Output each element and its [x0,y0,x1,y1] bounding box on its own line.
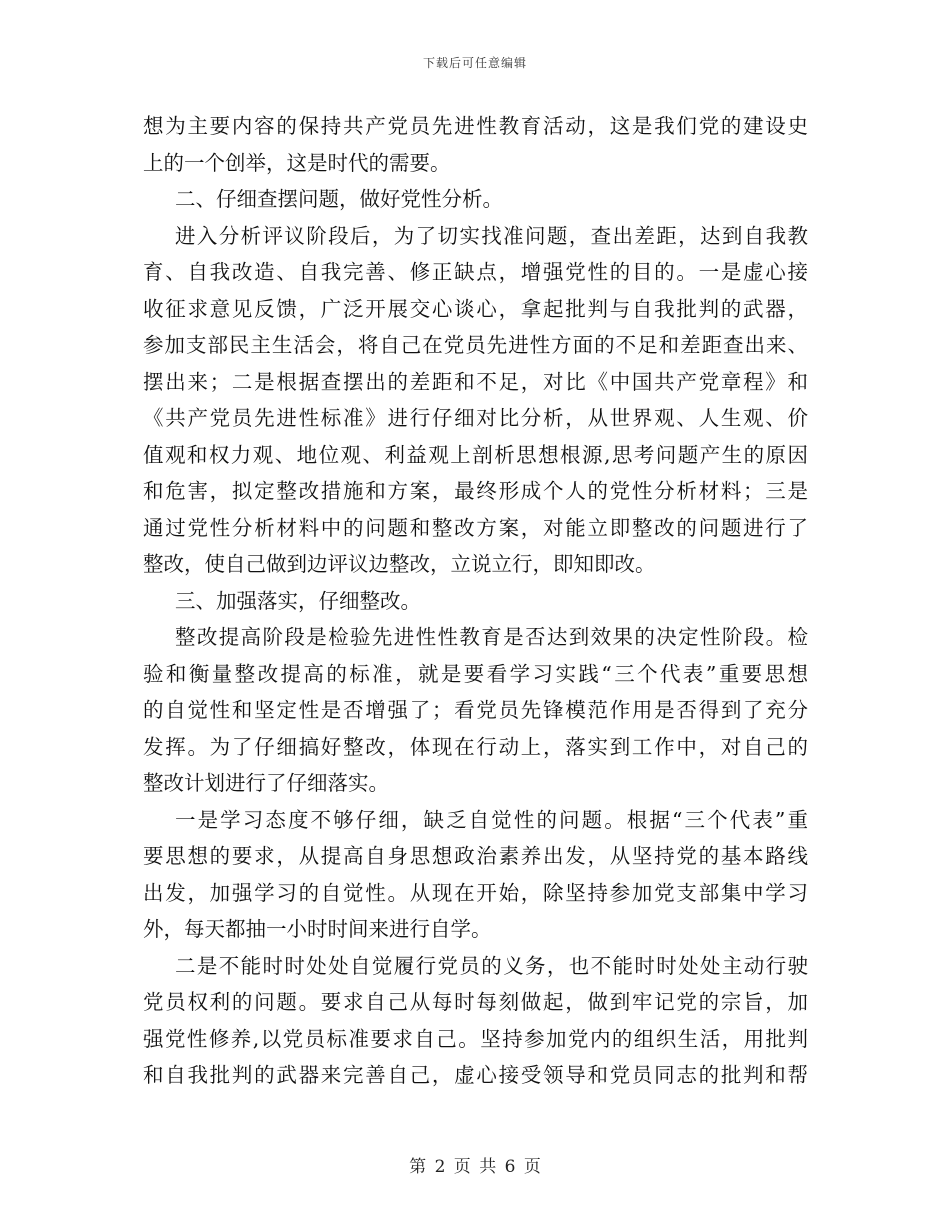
body-line: 参加支部民主生活会，将自己在党员先进性方面的不足和差距查出来、 [143,333,808,357]
body-line: 二是不能时时处处自觉履行党员的义务，也不能时时处处主动行驶 [175,953,808,978]
body-line: 育、自我改造、自我完善、修正缺点，增强党性的目的。一是虚心接 [143,260,808,284]
body-line: 和自我批判的武器来完善自己，虚心接受领导和党员同志的批判和帮 [143,1063,808,1087]
body-line: 进入分析评议阶段后，为了切实找准问题，查出差距，达到自我教 [175,223,808,248]
body-line: 整改计划进行了仔细落实。 [143,771,389,795]
body-line: 《共产党员先进性标准》进行仔细对比分析，从世界观、人生观、价 [143,406,808,430]
body-line: 摆出来；二是根据查摆出的差距和不足，对比《中国共产党章程》和 [143,369,808,394]
body-line: 值观和权力观、地位观、利益观上剖析思想根源,思考问题产生的原因 [143,442,808,467]
page-header: 下载后可任意编辑 [422,56,527,70]
body-line: 发挥。为了仔细搞好整改，体现在行动上，落实到工作中，对自己的 [143,734,808,759]
body-line: 收征求意见反馈，广泛开展交心谈心，拿起批判与自我批判的武器， [143,296,808,321]
body-line: 外，每天都抽一小时时间来进行自学。 [143,917,492,941]
document-body [143,108,808,1094]
section-heading: 三、加强落实，仔细整改。 [175,588,421,613]
body-line: 通过党性分析材料中的问题和整改方案，对能立即整改的问题进行了 [143,515,808,540]
body-line: 一是学习态度不够仔细，缺乏自觉性的问题。根据“三个代表”重 [175,807,808,832]
body-line: 上的一个创举，这是时代的需要。 [143,150,451,175]
body-line: 强党性修养,以党员标准要求自己。坚持参加党内的组织生活，用批判 [143,1026,808,1051]
body-line: 整改提高阶段是检验先进性性教育是否达到效果的决定性阶段。检 [175,625,808,649]
body-line: 党员权利的问题。要求自己从每时每刻做起，做到牢记党的宗旨，加 [143,990,808,1014]
body-line: 的自觉性和坚定性是否增强了；看党员先锋模范作用是否得到了充分 [143,698,808,722]
body-line: 出发，加强学习的自觉性。从现在开始，除坚持参加党支部集中学习 [143,880,808,905]
body-line: 和危害，拟定整改措施和方案，最终形成个人的党性分析材料；三是 [143,479,808,503]
section-heading: 二、仔细查摆问题，做好党性分析。 [175,187,503,211]
page-number-footer: 第 2 页 共 6 页 [409,1157,541,1177]
body-line: 想为主要内容的保持共产党员先进性教育活动，这是我们党的建设史 [143,114,808,138]
body-line: 验和衡量整改提高的标准，就是要看学习实践“三个代表”重要思想 [143,661,808,686]
body-line: 要思想的要求，从提高自身思想政治素养出发，从坚持党的基本路线 [143,844,808,868]
body-line: 整改，使自己做到边评议边整改，立说立行，即知即改。 [143,552,656,576]
